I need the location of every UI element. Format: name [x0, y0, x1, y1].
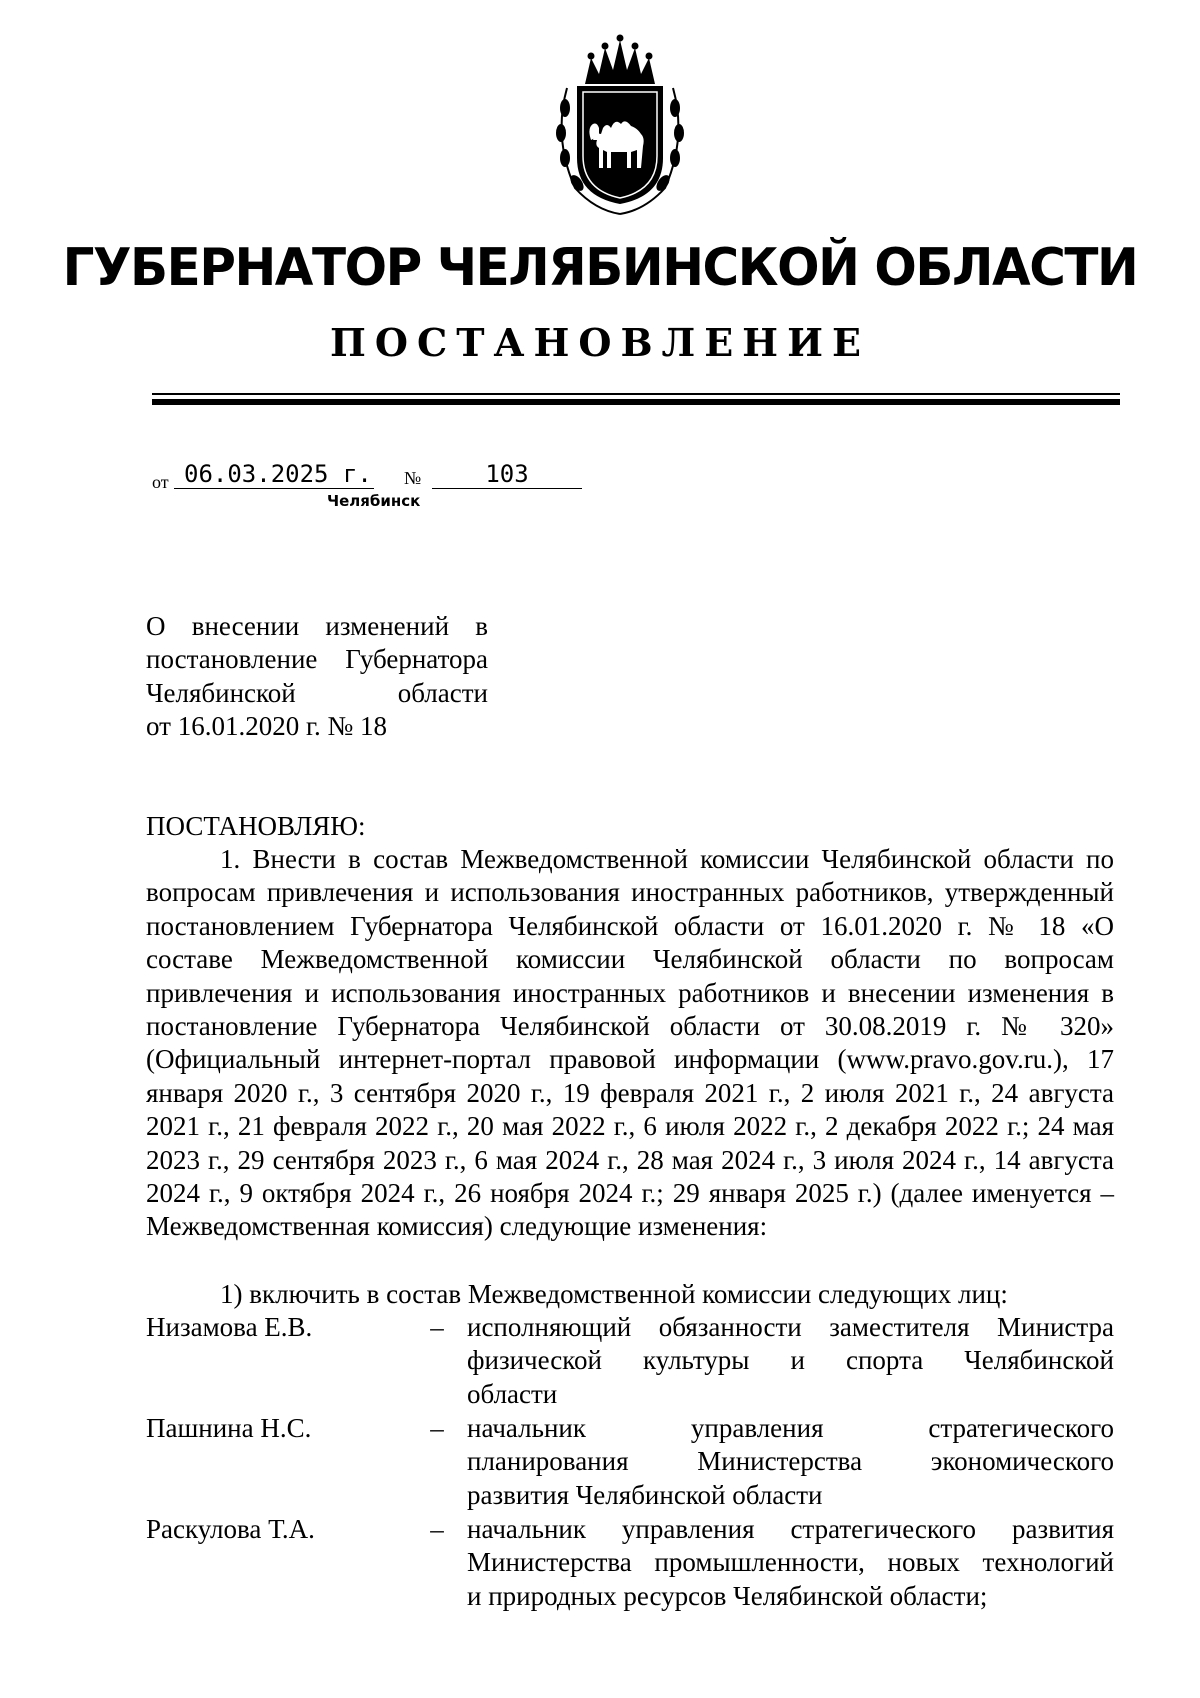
member-position-line: исполняющий обязанности заместителя Министра — [467, 1312, 1114, 1342]
member-position-line: и природных ресурсов Челябинской области; — [467, 1580, 988, 1611]
document-date: 06.03.2025 г. — [174, 460, 374, 489]
document-type-heading: ПОСТАНОВЛЕНИЕ — [330, 320, 870, 365]
item-1-intro: 1) включить в состав Межведомственной комиссии следующих лиц: — [220, 1279, 1008, 1309]
number-label: № — [404, 468, 422, 488]
member-position-line: области — [467, 1378, 558, 1409]
document-subject — [146, 610, 488, 744]
document-number: 103 — [432, 460, 582, 489]
decree-heading: ПОСТАНОВЛЯЮ: — [146, 811, 366, 841]
member-position-line: физической культуры и спорта Челябинской — [467, 1345, 1114, 1376]
member-name: Низамова Е.В. — [146, 1312, 313, 1342]
member-position — [467, 1513, 1114, 1613]
member-name: Пашнина Н.С. — [146, 1413, 312, 1443]
member-name: Раскулова Т.А. — [146, 1514, 315, 1544]
member-position-line: планирования Министерства экономического — [467, 1446, 1114, 1477]
member-position-line: развития Челябинской области — [467, 1479, 823, 1510]
subject-line: Челябинской области — [146, 677, 488, 708]
member-position — [467, 1311, 1114, 1411]
subject-line: О внесении изменений в — [146, 611, 488, 641]
subject-line: постановление Губернатора — [146, 644, 488, 675]
coat-of-arms-emblem — [545, 28, 695, 218]
header-divider-thick — [152, 399, 1120, 405]
paragraph-1-text: 1. Внести в состав Межведомственной комиссии Челябинской области по вопросам привлечения и использования иностранных работников, утвержденный постановлением Губернатора Челябинской области от 16.01.2020 г. № 18 «О составе Межведомственной комиссии Челябинской области по вопросам привлечения и использования иностранных работников и внесении изменения в постановление Губернатора Челябинской области от 30.08.2019 г. № 320» (Официальный интернет-портал правовой информации (www.pravo.gov.ru.), 17 января 2020 г., 3 сентября 2020 г., 19 февраля 2021 г., 2 июля 2021 г., 24 августа 2021 г., 21 февраля 2022 г., 20 мая 2022 г., 6 июля 2022 г., 2 декабря 2022 г.; 24 мая 2023 г., 29 сентября 2023 г., 6 мая 2024 г., 28 мая 2024 г., 3 июля 2024 г., 14 августа 2024 г., 9 октября 2024 г., 26 ноября 2024 г.; 29 января 2025 г.) (далее именуется – Межведомственная комиссия) следующие изменения: — [146, 844, 1114, 1242]
organization-title: ГУБЕРНАТОР ЧЕЛЯБИНСКОЙ ОБЛАСТИ — [62, 238, 1138, 298]
member-dash: – — [430, 1514, 444, 1544]
header-divider-thin — [152, 393, 1120, 395]
member-dash: – — [430, 1413, 444, 1443]
member-position-line: Министерства промышленности, новых технологий — [467, 1547, 1114, 1578]
paragraph-1 — [146, 843, 1114, 1244]
date-from-label: от — [152, 472, 169, 492]
member-position-line: начальник управления стратегического — [467, 1413, 1114, 1443]
city-label: Челябинск — [327, 492, 421, 510]
member-position-line: начальник управления стратегического развития — [467, 1514, 1114, 1544]
member-dash: – — [430, 1312, 444, 1342]
subject-line: от 16.01.2020 г. № 18 — [146, 711, 387, 742]
member-position — [467, 1412, 1114, 1512]
